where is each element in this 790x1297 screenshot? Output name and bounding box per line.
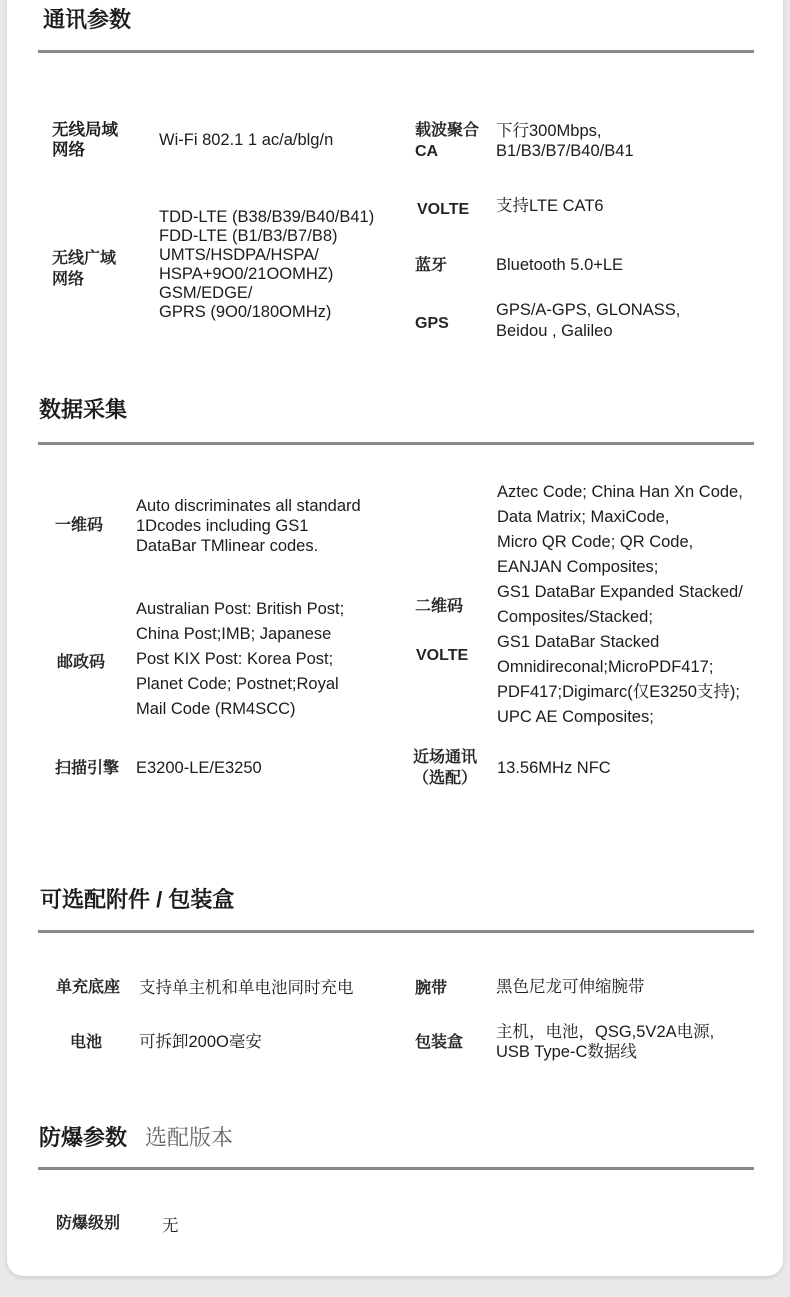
section-divider bbox=[38, 1167, 754, 1170]
value-volte: 支持LTE CAT6 bbox=[496, 197, 604, 215]
label-2d-barcode: 二维码 bbox=[415, 598, 464, 615]
section-divider bbox=[38, 442, 754, 445]
label-cradle: 单充底座 bbox=[56, 979, 121, 996]
value-wlan: Wi-Fi 802.1 1 ac/a/blg/n bbox=[159, 131, 334, 149]
label-volte-2: VOLTE bbox=[416, 647, 469, 664]
label-nfc: 近场通讯 （选配） bbox=[413, 749, 478, 787]
value-scan-engine: E3200-LE/E3250 bbox=[136, 759, 262, 777]
value-1d-barcode: Auto discriminates all standard 1Dcodes including GS1 DataBar TMlinear codes. bbox=[136, 497, 361, 555]
value-explosion-level: 无 bbox=[162, 1217, 179, 1235]
label-strap: 腕带 bbox=[415, 980, 448, 997]
value-2d-barcode: Aztec Code; China Han Xn Code, Data Matrix; MaxiCode, Micro QR Code; QR Code, EANJAN Composites; GS1 DataBar Expanded Stacked/ Composites/Stacked; GS1 DataBar Stacked Omnidireconal;MicroPDF417; PDF417;Digimarc(仅E3250支持); UPC AE Composites; bbox=[497, 483, 743, 726]
label-ca: 载波聚合 CA bbox=[415, 122, 480, 160]
label-scan-engine: 扫描引擎 bbox=[55, 760, 120, 777]
value-bluetooth: Bluetooth 5.0+LE bbox=[496, 256, 624, 274]
label-box: 包装盒 bbox=[415, 1034, 464, 1051]
label-wlan: 无线局域 网络 bbox=[52, 121, 118, 159]
value-nfc: 13.56MHz NFC bbox=[497, 759, 611, 777]
value-gps: GPS/A-GPS, GLONASS, Beidou , Galileo bbox=[496, 301, 681, 340]
label-1d-barcode: 一维码 bbox=[55, 517, 104, 534]
section-title-accessories: 可选配附件 / 包装盒 bbox=[40, 887, 235, 912]
value-cradle: 支持单主机和单电池同时充电 bbox=[139, 979, 354, 997]
section-divider bbox=[38, 930, 754, 933]
value-ca: 下行300Mbps, B1/B3/B7/B40/B41 bbox=[496, 122, 634, 160]
label-postal: 邮政码 bbox=[57, 654, 106, 671]
label-gps: GPS bbox=[415, 315, 449, 332]
section-title-comm: 通讯参数 bbox=[43, 7, 132, 32]
section-divider bbox=[38, 50, 754, 53]
section-subtitle-explosion: 选配版本 bbox=[145, 1125, 234, 1150]
value-postal: Australian Post: British Post; China Post;IMB; Japanese Post KIX Post: Korea Post; Planet Code; Postnet;Royal Mail Code (RM4SCC) bbox=[136, 600, 345, 718]
value-battery: 可拆卸200O毫安 bbox=[139, 1033, 262, 1051]
value-wwan: TDD-LTE (B38/B39/B40/B41) FDD-LTE (B1/B3/B7/B8) UMTS/HSDPA/HSPA/ HSPA+9O0/21OOMHZ) GSM/EDGE/ GPRS (9O0/180OMHz) bbox=[159, 208, 375, 321]
section-title-explosion bbox=[39, 1126, 233, 1150]
value-box: 主机，电池，QSG,5V2A电源, USB Type-C数据线 bbox=[496, 1023, 715, 1061]
label-battery: 电池 bbox=[70, 1034, 103, 1051]
section-title-data: 数据采集 bbox=[39, 397, 128, 422]
label-explosion-level: 防爆级别 bbox=[56, 1215, 121, 1232]
value-strap: 黑色尼龙可伸缩腕带 bbox=[496, 978, 645, 996]
section-title-explosion-text: 防爆参数 bbox=[39, 1125, 128, 1150]
label-volte: VOLTE bbox=[417, 201, 470, 218]
label-wwan: 无线广域 网络 bbox=[52, 250, 117, 288]
label-bluetooth: 蓝牙 bbox=[415, 257, 448, 274]
